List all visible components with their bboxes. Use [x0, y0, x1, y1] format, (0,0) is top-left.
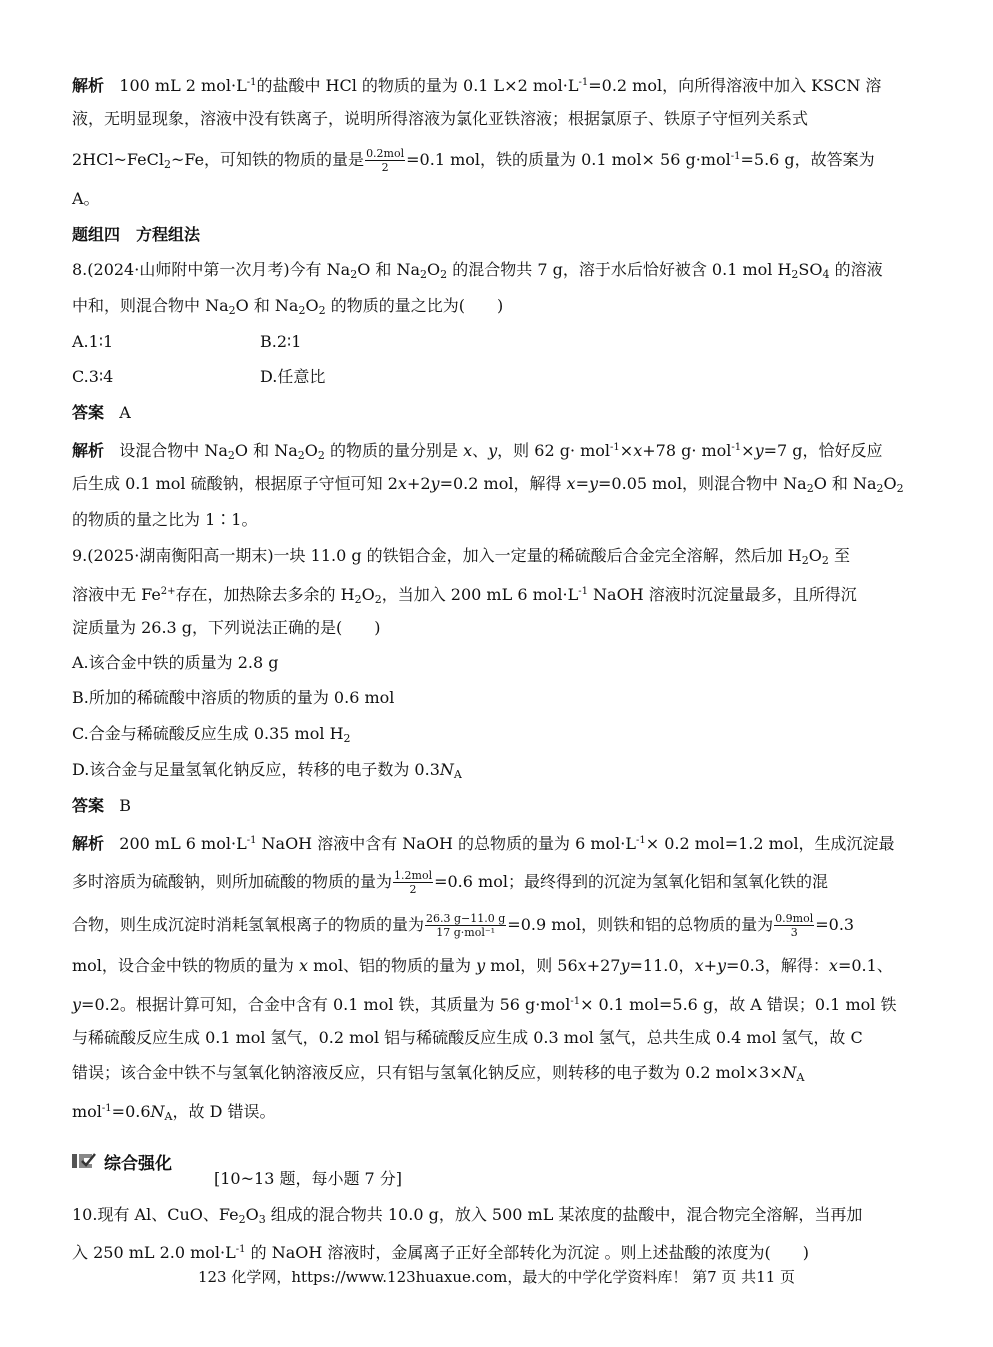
- group-heading: 题组四 方程组法: [72, 225, 201, 244]
- subscript: 2: [343, 732, 351, 745]
- text: O: [883, 474, 897, 493]
- explanation-line: 液，无明显现象，溶液中没有铁离子，说明所得溶液为氯化亚铁溶液；根据氯原子、铁原子守恒列关系式: [72, 109, 809, 128]
- superscript: -1: [246, 835, 257, 846]
- text: =0.05 mol，则混合物中 Na: [598, 474, 807, 493]
- variable: x: [828, 956, 838, 975]
- question-9-stem: [72, 545, 922, 572]
- subscript: 2: [791, 268, 799, 281]
- question-9-explanation: [72, 912, 922, 939]
- text: 8.(2024·山师附中第一次月考)今有 Na: [72, 260, 351, 279]
- fraction: [774, 912, 814, 939]
- variable: y: [430, 474, 440, 493]
- subscript: 2: [318, 304, 326, 317]
- text: 、: [472, 441, 489, 460]
- question-8-stem: [72, 295, 922, 322]
- text: =0.1 mol，铁的质量为 0.1 mol× 56 g·mol: [406, 150, 731, 169]
- text: 组成的混合物共 10.0 g，放入 500 mL 某浓度的盐酸中，混合物完全溶解，当再加: [265, 1205, 863, 1224]
- fraction-numerator: 0.2mol: [366, 147, 405, 160]
- subscript: 2: [297, 449, 305, 462]
- subscript: 2: [374, 593, 382, 606]
- subscript: 2: [298, 304, 306, 317]
- variable: N: [782, 1063, 797, 1082]
- superscript: -1: [578, 586, 588, 597]
- text: ，故 D 错误。: [172, 1102, 276, 1121]
- text: =0.3，解得：: [726, 956, 829, 975]
- question-9-explanation: [72, 991, 922, 1016]
- question-8-options-row: [72, 331, 922, 353]
- text: mol、铝的物质的量为: [308, 956, 477, 975]
- subscript: 2: [228, 304, 236, 317]
- option-b: B.2∶1: [260, 332, 302, 351]
- question-9-stem: [72, 581, 922, 611]
- fraction-numerator: 1.2mol: [394, 869, 433, 882]
- subscript: 2: [896, 482, 904, 495]
- fraction-numerator: 0.9mol: [775, 912, 814, 925]
- explanation-line: [72, 72, 922, 97]
- variable: y: [620, 956, 630, 975]
- section-title: 综合强化: [104, 1154, 172, 1174]
- text: =7 g，恰好反应: [763, 441, 883, 460]
- text: 合物，则生成沉淀时消耗氢氧根离子的物质的量为: [72, 915, 425, 934]
- subscript: 2: [163, 158, 171, 171]
- question-8-explanation: 的物质的量之比为 1∶1。: [72, 510, 258, 529]
- question-9-answer: [72, 795, 922, 817]
- text: 的物质的量之比为( ): [325, 296, 504, 315]
- variable: y: [72, 995, 82, 1014]
- subscript: A: [796, 1071, 805, 1084]
- fraction-numerator: 26.3 g−11.0 g: [426, 912, 506, 925]
- text: +78 g· mol: [642, 441, 732, 460]
- variable: x: [397, 474, 407, 493]
- question-9-explanation: [72, 869, 922, 896]
- text: =0.2。根据计算可知，合金中含有 0.1 mol 铁，其质量为 56 g·mol: [81, 995, 571, 1014]
- subscript: 2: [317, 449, 325, 462]
- text: ，则 62 g· mol: [497, 441, 611, 460]
- text: 至: [828, 546, 850, 565]
- variable: y: [754, 441, 764, 460]
- variable: N: [150, 1102, 165, 1121]
- explanation-label: 解析: [72, 441, 105, 460]
- question-9-stem: 淀质量为 26.3 g，下列说法正确的是( ): [72, 618, 381, 637]
- text: =0.2 mol，解得: [439, 474, 567, 493]
- question-8-explanation: [72, 473, 922, 500]
- question-9-explanation: 与稀硫酸反应生成 0.1 mol 氢气，0.2 mol 铝与稀硫酸反应生成 0.3 mol 氢气，总共生成 0.4 mol 氢气，故 C: [72, 1028, 863, 1047]
- fraction: [365, 147, 405, 174]
- text: 的盐酸中 HCl 的物质的量为 0.1 L×2 mol·L: [256, 76, 579, 95]
- text: 多时溶质为硫酸钠，则所加硫酸的物质的量为: [72, 872, 393, 891]
- text: =0.2 mol，向所得溶液中加入 KSCN 溶: [588, 76, 882, 95]
- text: =0.3: [815, 915, 855, 934]
- explanation-line: A。: [72, 189, 100, 208]
- superscript: 2+: [160, 586, 176, 597]
- variable: x: [694, 956, 704, 975]
- text: =0.9 mol，则铁和铝的总物质的量为: [507, 915, 774, 934]
- text: 200 mL 6 mol·L: [119, 834, 247, 853]
- text: mol，则 56: [485, 956, 578, 975]
- question-10-stem: [72, 1204, 922, 1231]
- question-10-stem: [72, 1239, 922, 1264]
- superscript: -1: [610, 442, 620, 453]
- explanation-line: [72, 146, 922, 176]
- fraction-denominator: 2: [409, 883, 417, 896]
- question-8-explanation: [72, 437, 922, 467]
- text: O: [304, 441, 318, 460]
- option-d: [72, 759, 922, 786]
- variable: x: [566, 474, 576, 493]
- subscript: A: [453, 768, 462, 781]
- subscript: A: [164, 1110, 173, 1123]
- text: O 和 Na: [234, 441, 298, 460]
- subscript: 2: [354, 593, 362, 606]
- subscript: 2: [350, 268, 358, 281]
- option-d: D.任意比: [260, 367, 326, 386]
- option-b: B.所加的稀硫酸中溶质的物质的量为 0.6 mol: [72, 688, 395, 707]
- text: ，当加入 200 mL 6 mol·L: [381, 585, 579, 604]
- text: D.该合金与足量氢氧化钠反应，转移的电子数为 0.3: [72, 760, 440, 779]
- text: ~Fe，可知铁的物质的量是: [170, 150, 365, 169]
- text: 的 NaOH 溶液时，金属离子正好全部转化为沉淀 。则上述盐酸的浓度为( ): [245, 1243, 809, 1262]
- text: O: [305, 296, 319, 315]
- page-footer: 123 化学网，https://www.123huaxue.com，最大的中学化学资料库！ 第7 页 共11 页: [197, 1268, 796, 1286]
- text: 10.现有 Al、CuO、Fe: [72, 1205, 239, 1224]
- fraction: [425, 912, 506, 939]
- subscript: 3: [258, 1213, 266, 1226]
- subscript: 2: [876, 482, 884, 495]
- question-8-stem: [72, 259, 922, 286]
- superscript: -1: [636, 835, 646, 846]
- variable: x: [299, 956, 309, 975]
- text: =: [575, 474, 589, 493]
- text: C.合金与稀硫酸反应生成 0.35 mol H: [72, 724, 344, 743]
- answer-value: A: [119, 403, 131, 422]
- text: +2: [406, 474, 431, 493]
- subscript: 4: [822, 268, 830, 281]
- answer-value: B: [119, 796, 132, 815]
- text: =0.1、: [837, 956, 893, 975]
- text: =5.6 g，故答案为: [740, 150, 875, 169]
- text: O: [245, 1205, 259, 1224]
- superscript: -1: [578, 77, 589, 88]
- text: 中和，则混合物中 Na: [72, 296, 229, 315]
- text: =0.6: [111, 1102, 151, 1121]
- text: mol，设合金中铁的物质的量为: [72, 956, 300, 975]
- text: × 0.2 mol=1.2 mol，生成沉淀最: [645, 834, 895, 853]
- superscript: -1: [246, 77, 257, 88]
- variable: y: [476, 956, 486, 975]
- fraction: [393, 869, 433, 896]
- subscript: 2: [227, 449, 235, 462]
- text: 溶液中无 Fe: [72, 585, 161, 604]
- subscript: 2: [806, 482, 814, 495]
- superscript: -1: [101, 1103, 112, 1114]
- text: +: [703, 956, 717, 975]
- variable: y: [488, 441, 498, 460]
- text: 的混合物共 7 g，溶于水后恰好被含 0.1 mol H: [447, 260, 792, 279]
- section-badge-icon: [72, 1152, 96, 1170]
- variable: N: [439, 760, 454, 779]
- superscript: -1: [731, 442, 742, 453]
- variable: x: [633, 441, 643, 460]
- explanation-label: 解析: [72, 76, 105, 95]
- text: 9.(2025·湖南衡阳高一期末)一块 11.0 g 的铁铝合金，加入一定量的稀硫酸后合金完全溶解，然后加 H: [72, 546, 802, 565]
- section-note: [10~13 题，每小题 7 分]: [214, 1169, 403, 1188]
- subscript: 2: [821, 554, 829, 567]
- text: =11.0，: [629, 956, 695, 975]
- text: 后生成 0.1 mol 硫酸钠，根据原子守恒可知 2: [72, 474, 398, 493]
- text: O 和 Na: [357, 260, 421, 279]
- question-9-explanation: [72, 830, 922, 855]
- text: 存在，加热除去多余的 H: [175, 585, 355, 604]
- text: +27: [586, 956, 621, 975]
- text: O 和 Na: [813, 474, 877, 493]
- question-9-explanation: [72, 1098, 922, 1128]
- text: NaOH 溶液中含有 NaOH 的总物质的量为 6 mol·L: [256, 834, 636, 853]
- text: 设混合物中 Na: [119, 441, 228, 460]
- answer-label: 答案: [72, 796, 105, 815]
- text: O: [808, 546, 822, 565]
- text: NaOH 溶液时沉淀量最多，且所得沉: [587, 585, 857, 604]
- superscript: -1: [235, 1244, 246, 1255]
- subscript: 2: [420, 268, 428, 281]
- text: 的物质的量分别是: [324, 441, 464, 460]
- explanation-label: 解析: [72, 834, 105, 853]
- fraction-denominator: 17 g·mol⁻¹: [436, 926, 496, 939]
- question-8-answer: [72, 402, 922, 424]
- option-c: [72, 723, 922, 750]
- text: 100 mL 2 mol·L: [119, 76, 247, 95]
- variable: y: [588, 474, 599, 493]
- text: =0.6 mol；最终得到的沉淀为氢氧化铝和氢氧化铁的混: [434, 872, 828, 891]
- option-a: A.1∶1: [72, 332, 114, 351]
- question-8-options-row: [72, 366, 922, 388]
- text: O 和 Na: [235, 296, 299, 315]
- text: mol: [72, 1102, 102, 1121]
- text: × 0.1 mol=5.6 g，故 A 错误；0.1 mol 铁: [580, 995, 897, 1014]
- option-a: A.该合金中铁的质量为 2.8 g: [72, 653, 279, 672]
- variable: x: [463, 441, 473, 460]
- fraction-denominator: 3: [790, 926, 798, 939]
- variable: y: [717, 956, 727, 975]
- subscript: 2: [440, 268, 448, 281]
- option-c: C.3∶4: [72, 367, 114, 386]
- answer-label: 答案: [72, 403, 105, 422]
- text: ×: [619, 441, 634, 460]
- question-9-explanation: [72, 955, 922, 977]
- question-9-explanation: [72, 1062, 922, 1089]
- text: O: [427, 260, 441, 279]
- variable: x: [577, 956, 587, 975]
- superscript: -1: [570, 996, 581, 1007]
- text: 错误；该合金中铁不与氢氧化钠溶液反应，只有铝与氢氧化钠反应，则转移的电子数为 0.2 mol×3×: [72, 1063, 783, 1082]
- text: 入 250 mL 2.0 mol·L: [72, 1243, 236, 1262]
- superscript: -1: [730, 151, 741, 162]
- text: ×: [741, 441, 755, 460]
- text: 2HCl~FeCl: [72, 150, 164, 169]
- text: O: [361, 585, 375, 604]
- subscript: 2: [238, 1213, 246, 1226]
- subscript: 2: [801, 554, 809, 567]
- text: 的溶液: [829, 260, 883, 279]
- fraction-denominator: 2: [381, 161, 389, 174]
- text: SO: [798, 260, 823, 279]
